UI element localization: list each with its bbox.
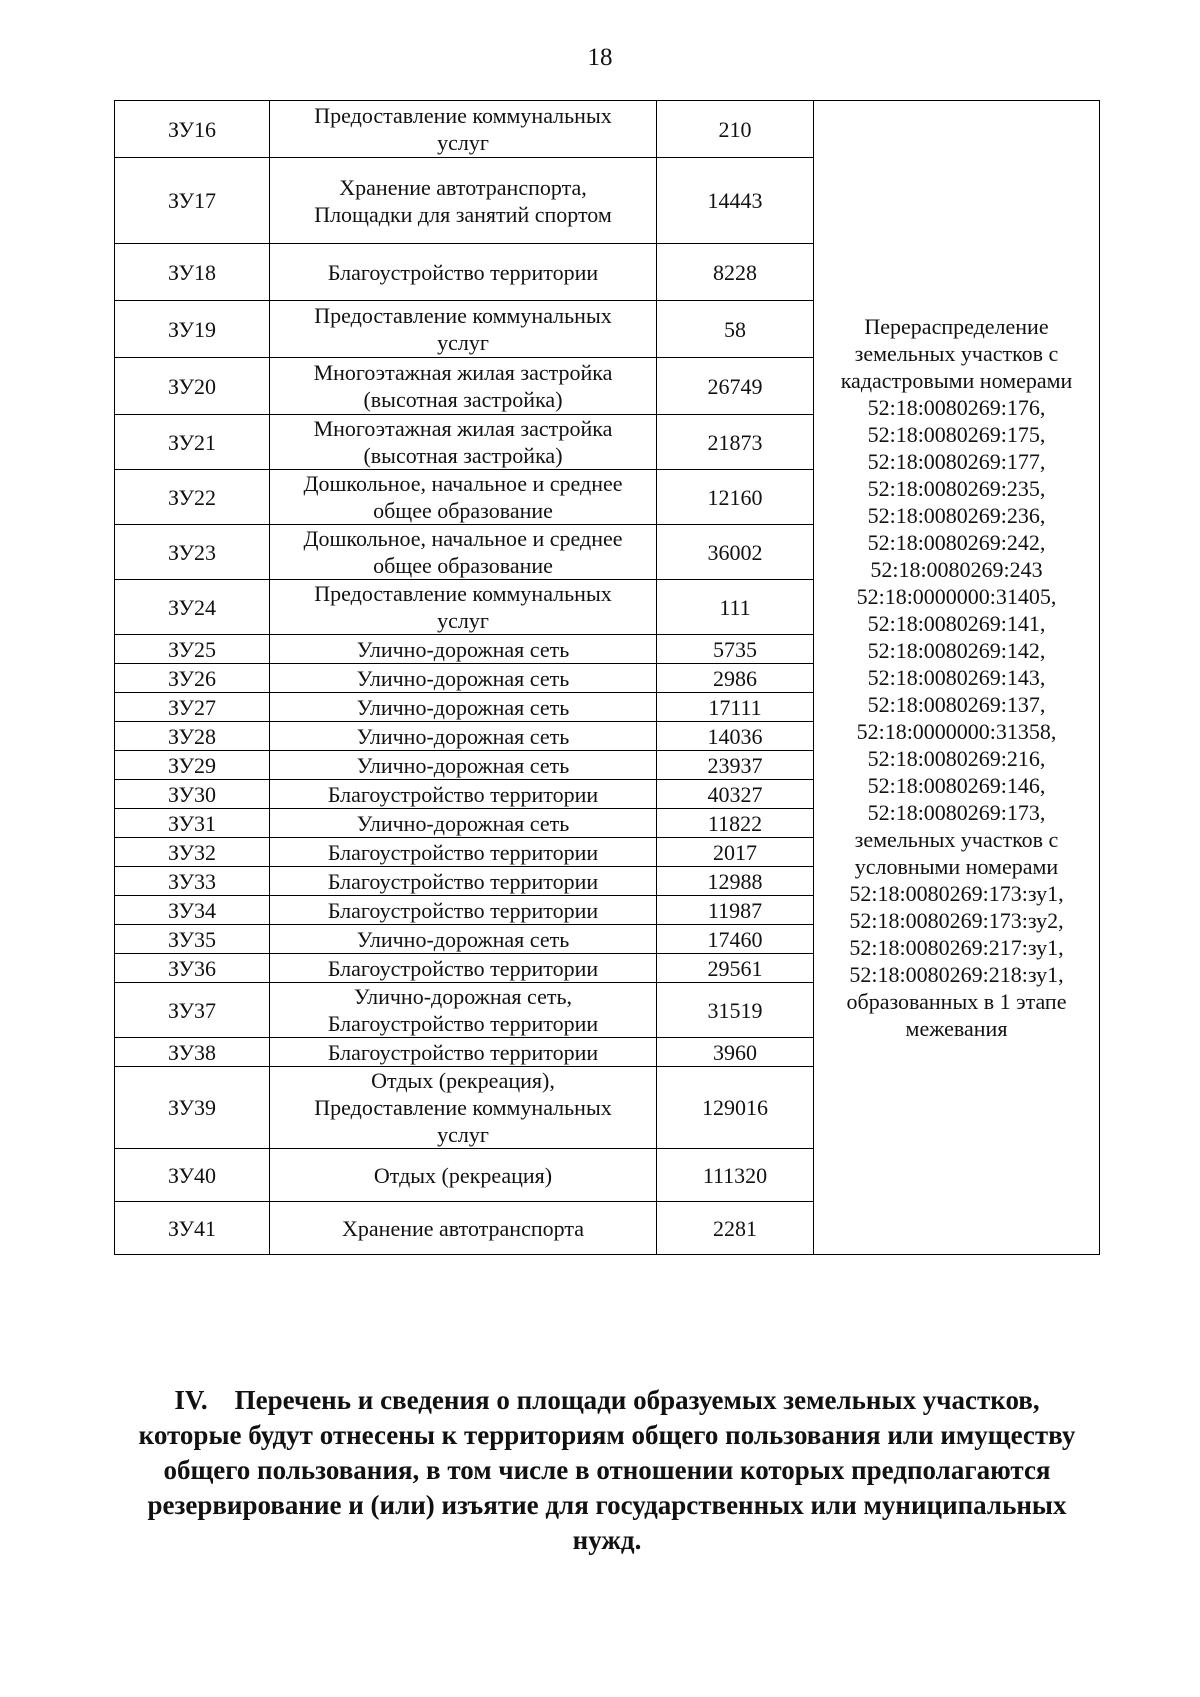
plot-id-cell: ЗУ18 xyxy=(115,244,270,301)
permitted-use-line: Благоустройство территории xyxy=(327,955,599,981)
permitted-use-line: услуг xyxy=(437,330,489,355)
area-cell: 17460 xyxy=(657,925,814,954)
section-heading-line: IV. Перечень и сведения о площади образуемых земельных участков, xyxy=(174,1385,1040,1415)
permitted-use-line: услуг xyxy=(437,608,489,633)
area-cell: 17111 xyxy=(657,693,814,722)
permitted-use-line: Благоустройство территории xyxy=(327,1039,599,1065)
permitted-use-line: Улично-дорожная сеть xyxy=(356,694,570,720)
area-cell: 23937 xyxy=(657,751,814,780)
land-plots-table xyxy=(114,100,1100,1255)
formation-method-line: 52:18:0080269:217:зу1, xyxy=(849,935,1064,960)
permitted-use-cell xyxy=(270,301,657,358)
formation-method-line: 52:18:0080269:173, xyxy=(867,800,1046,825)
permitted-use-line: Предоставление коммунальных xyxy=(314,581,612,606)
permitted-use-cell xyxy=(270,1038,657,1067)
permitted-use-cell xyxy=(270,722,657,751)
plot-id-cell: ЗУ32 xyxy=(115,838,270,867)
permitted-use-line: Улично-дорожная сеть xyxy=(356,752,570,778)
permitted-use-line: Отдых (рекреация), xyxy=(371,1068,555,1093)
formation-method-line: 52:18:0080269:177, xyxy=(867,449,1046,474)
area-cell: 36002 xyxy=(657,525,814,580)
area-cell: 12988 xyxy=(657,867,814,896)
section-heading-line: резервирование и (или) изъятие для государственных или муниципальных xyxy=(147,1490,1067,1520)
permitted-use-line: Благоустройство территории xyxy=(327,1011,599,1036)
permitted-use-line: общее образование xyxy=(373,553,553,578)
formation-method-line: 52:18:0080269:243 xyxy=(870,557,1043,582)
area-cell: 11822 xyxy=(657,809,814,838)
formation-method-line: 52:18:0000000:31358, xyxy=(856,719,1057,744)
permitted-use-cell xyxy=(270,983,657,1038)
permitted-use-line: общее образование xyxy=(373,498,553,523)
permitted-use-line: Хранение автотранспорта xyxy=(342,1215,584,1241)
permitted-use-line: Дошкольное, начальное и среднее xyxy=(303,526,623,551)
permitted-use-cell xyxy=(270,470,657,525)
permitted-use-cell xyxy=(270,1202,657,1255)
area-cell: 5735 xyxy=(657,635,814,664)
area-cell: 29561 xyxy=(657,954,814,983)
permitted-use-line: услуг xyxy=(437,1122,489,1147)
plot-id-cell: ЗУ36 xyxy=(115,954,270,983)
section-heading-line: нужд. xyxy=(572,1525,642,1555)
area-cell: 31519 xyxy=(657,983,814,1038)
plot-id-cell: ЗУ28 xyxy=(115,722,270,751)
area-cell: 26749 xyxy=(657,358,814,415)
permitted-use-line: Благоустройство территории xyxy=(327,868,599,894)
permitted-use-line: Благоустройство территории xyxy=(327,839,599,865)
permitted-use-line: Улично-дорожная сеть xyxy=(356,926,570,952)
formation-method-line: 52:18:0080269:235, xyxy=(867,476,1046,501)
permitted-use-line: Отдых (рекреация) xyxy=(373,1162,553,1188)
area-cell: 210 xyxy=(657,101,814,158)
area-cell: 11987 xyxy=(657,896,814,925)
formation-method-line: Перераспределение xyxy=(864,314,1049,339)
permitted-use-line: Многоэтажная жилая застройка xyxy=(313,416,613,441)
formation-method-line: межевания xyxy=(905,1016,1008,1041)
area-cell: 21873 xyxy=(657,415,814,470)
plot-id-cell: ЗУ29 xyxy=(115,751,270,780)
permitted-use-cell xyxy=(270,751,657,780)
permitted-use-cell xyxy=(270,867,657,896)
permitted-use-line: Улично-дорожная сеть, xyxy=(354,984,572,1009)
area-cell: 129016 xyxy=(657,1067,814,1149)
permitted-use-cell xyxy=(270,358,657,415)
section-heading-line: которые будут отнесены к территориям общего пользования или имуществу xyxy=(138,1420,1076,1450)
area-cell: 58 xyxy=(657,301,814,358)
formation-method-line: 52:18:0080269:175, xyxy=(867,422,1046,447)
permitted-use-line: Благоустройство территории xyxy=(327,259,599,285)
plot-id-cell: ЗУ31 xyxy=(115,809,270,838)
permitted-use-cell xyxy=(270,925,657,954)
permitted-use-line: Предоставление коммунальных xyxy=(314,1095,612,1120)
plot-id-cell: ЗУ24 xyxy=(115,580,270,635)
formation-method-line: 52:18:0080269:218:зу1, xyxy=(849,962,1064,987)
formation-method-line: 52:18:0080269:173:зу2, xyxy=(849,908,1064,933)
permitted-use-cell xyxy=(270,101,657,158)
area-cell: 111320 xyxy=(657,1149,814,1202)
area-cell: 111 xyxy=(657,580,814,635)
plot-id-cell: ЗУ37 xyxy=(115,983,270,1038)
table-row xyxy=(115,101,1100,158)
permitted-use-cell xyxy=(270,580,657,635)
permitted-use-line: Предоставление коммунальных xyxy=(314,103,612,128)
plot-id-cell: ЗУ20 xyxy=(115,358,270,415)
permitted-use-cell xyxy=(270,1149,657,1202)
formation-method-line: 52:18:0080269:176, xyxy=(867,395,1046,420)
plot-id-cell: ЗУ34 xyxy=(115,896,270,925)
permitted-use-line: Улично-дорожная сеть xyxy=(356,810,570,836)
permitted-use-cell xyxy=(270,158,657,244)
plot-id-cell: ЗУ22 xyxy=(115,470,270,525)
formation-method-line: земельных участков с xyxy=(854,827,1059,852)
permitted-use-cell xyxy=(270,415,657,470)
plot-id-cell: ЗУ19 xyxy=(115,301,270,358)
permitted-use-cell xyxy=(270,780,657,809)
permitted-use-line: Благоустройство территории xyxy=(327,897,599,923)
permitted-use-line: Хранение автотранспорта, xyxy=(339,174,587,200)
permitted-use-cell xyxy=(270,244,657,301)
plot-id-cell: ЗУ39 xyxy=(115,1067,270,1149)
permitted-use-line: Благоустройство территории xyxy=(327,781,599,807)
formation-method-line: 52:18:0080269:216, xyxy=(867,746,1046,771)
plot-id-cell: ЗУ21 xyxy=(115,415,270,470)
page-number: 18 xyxy=(587,44,613,71)
area-cell: 2017 xyxy=(657,838,814,867)
permitted-use-cell xyxy=(270,635,657,664)
formation-method-line: 52:18:0080269:242, xyxy=(867,530,1046,555)
permitted-use-line: (высотная застройка) xyxy=(363,443,563,468)
permitted-use-cell xyxy=(270,525,657,580)
area-cell: 3960 xyxy=(657,1038,814,1067)
permitted-use-line: Площадки для занятий спортом xyxy=(314,201,612,227)
formation-method-line: 52:18:0080269:137, xyxy=(867,692,1046,717)
area-cell: 8228 xyxy=(657,244,814,301)
formation-method-line: 52:18:0080269:173:зу1, xyxy=(849,881,1064,906)
permitted-use-cell xyxy=(270,954,657,983)
area-cell: 14036 xyxy=(657,722,814,751)
permitted-use-line: (высотная застройка) xyxy=(363,387,563,412)
plot-id-cell: ЗУ23 xyxy=(115,525,270,580)
permitted-use-cell xyxy=(270,693,657,722)
area-cell: 2281 xyxy=(657,1202,814,1255)
permitted-use-cell xyxy=(270,664,657,693)
plot-id-cell: ЗУ40 xyxy=(115,1149,270,1202)
plot-id-cell: ЗУ26 xyxy=(115,664,270,693)
permitted-use-line: Улично-дорожная сеть xyxy=(356,723,570,749)
permitted-use-cell xyxy=(270,809,657,838)
formation-method-line: условными номерами xyxy=(854,854,1059,879)
area-cell: 12160 xyxy=(657,470,814,525)
formation-method-line: 52:18:0080269:146, xyxy=(867,773,1046,798)
formation-method-line: 52:18:0080269:236, xyxy=(867,503,1046,528)
formation-method-line: 52:18:0000000:31405, xyxy=(856,584,1057,609)
plot-id-cell: ЗУ35 xyxy=(115,925,270,954)
permitted-use-line: Многоэтажная жилая застройка xyxy=(313,360,613,385)
plot-id-cell: ЗУ33 xyxy=(115,867,270,896)
permitted-use-line: Дошкольное, начальное и среднее xyxy=(303,471,623,496)
permitted-use-line: Улично-дорожная сеть xyxy=(356,665,570,691)
plot-id-cell: ЗУ30 xyxy=(115,780,270,809)
section-heading-line: общего пользования, в том числе в отношении которых предполагаются xyxy=(163,1455,1051,1485)
plot-id-cell: ЗУ16 xyxy=(115,101,270,158)
permitted-use-line: Улично-дорожная сеть xyxy=(356,636,570,662)
formation-method-line: 52:18:0080269:143, xyxy=(867,665,1046,690)
plot-id-cell: ЗУ41 xyxy=(115,1202,270,1255)
formation-method-line: земельных участков с xyxy=(854,341,1059,366)
permitted-use-line: услуг xyxy=(437,130,489,155)
area-cell: 2986 xyxy=(657,664,814,693)
permitted-use-cell xyxy=(270,896,657,925)
formation-method-cell xyxy=(814,101,1100,1255)
plot-id-cell: ЗУ27 xyxy=(115,693,270,722)
formation-method-line: кадастровыми номерами xyxy=(840,368,1073,393)
permitted-use-line: Предоставление коммунальных xyxy=(314,303,612,328)
plot-id-cell: ЗУ25 xyxy=(115,635,270,664)
plot-id-cell: ЗУ38 xyxy=(115,1038,270,1067)
area-cell: 14443 xyxy=(657,158,814,244)
section-heading xyxy=(112,1383,1102,1558)
plot-id-cell: ЗУ17 xyxy=(115,158,270,244)
formation-method-line: 52:18:0080269:141, xyxy=(867,611,1046,636)
formation-method-line: 52:18:0080269:142, xyxy=(867,638,1046,663)
permitted-use-cell xyxy=(270,1067,657,1149)
permitted-use-cell xyxy=(270,838,657,867)
area-cell: 40327 xyxy=(657,780,814,809)
formation-method-line: образованных в 1 этапе xyxy=(846,989,1067,1014)
